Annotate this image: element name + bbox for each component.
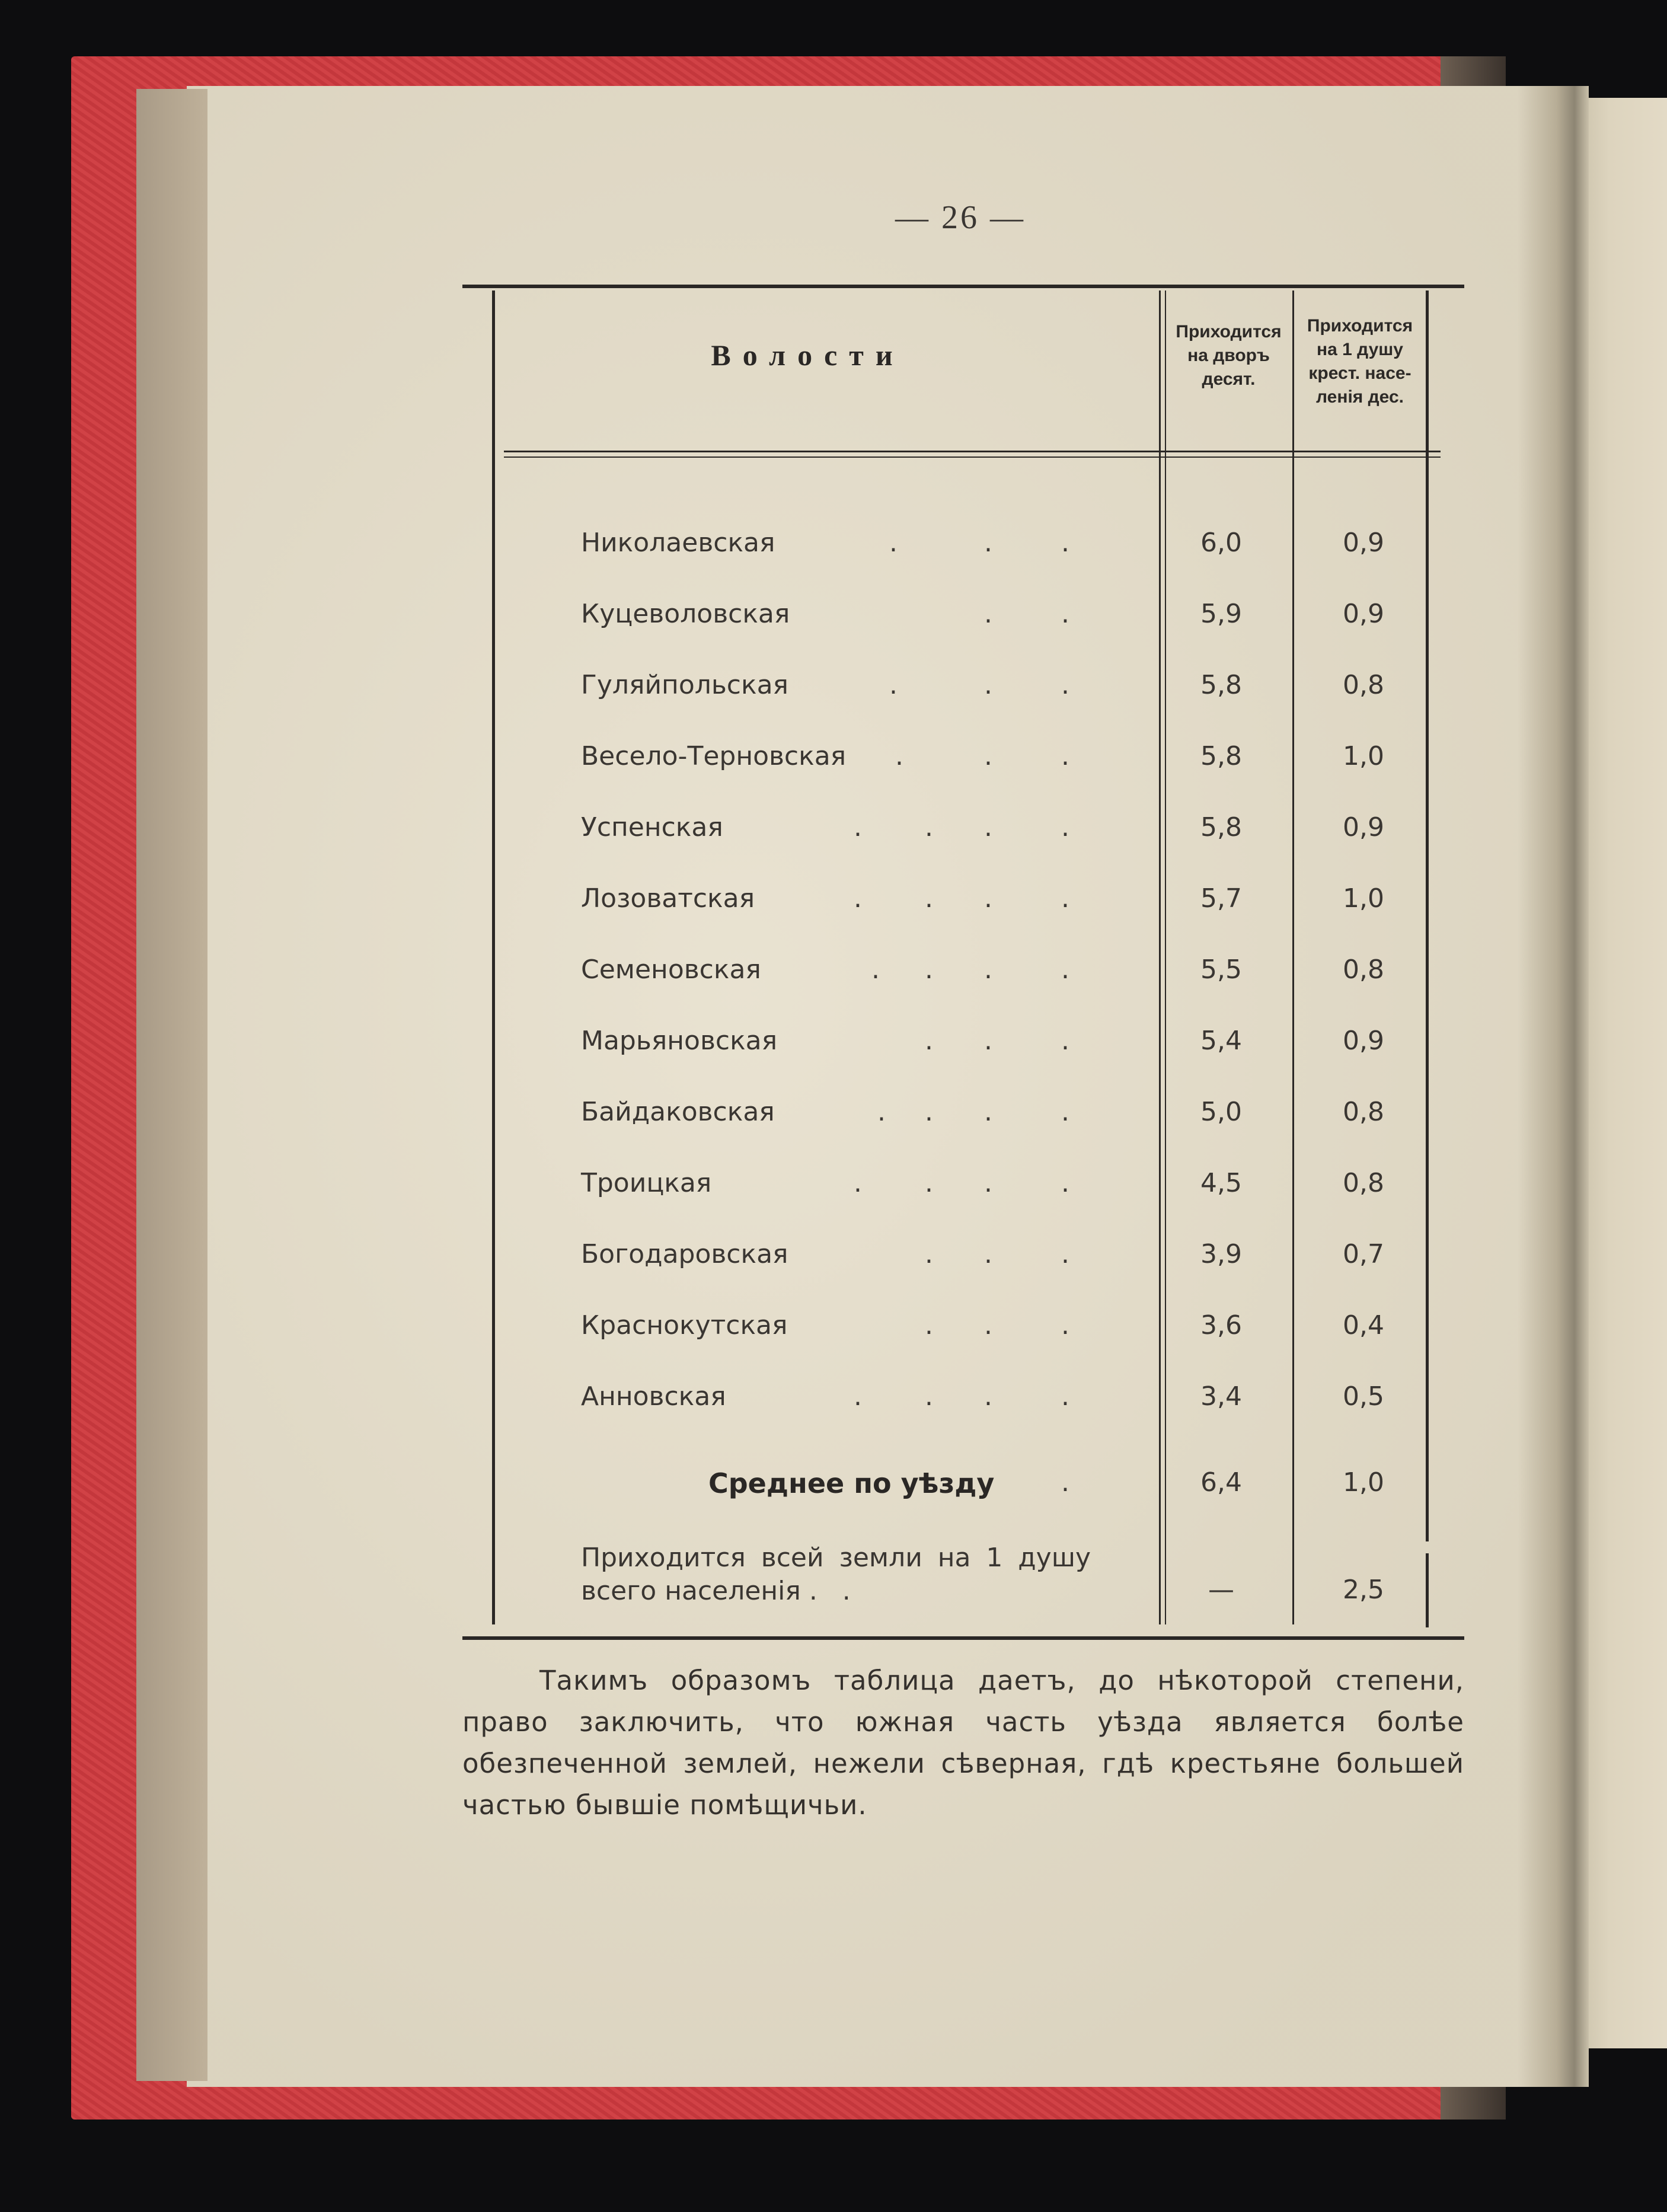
table-row: Гуляйпольская . . . 5,8 0,8 (462, 670, 1464, 717)
table-row: Краснокутская . . . 3,6 0,4 (462, 1310, 1464, 1358)
per-soul-value: 0,9 (1343, 1026, 1384, 1056)
per-household-value: 3,6 (1200, 1310, 1242, 1340)
per-soul-value: 0,7 (1343, 1239, 1384, 1269)
total-land-label: Приходится всей земли на 1 душу всего населенія . . (581, 1543, 1091, 1606)
land-allotment-table (462, 285, 1464, 1639)
page-number: — 26 — (895, 199, 1026, 236)
page-gutter (1518, 86, 1589, 2087)
per-household-value: 5,8 (1200, 670, 1242, 700)
per-household-value: 5,4 (1200, 1026, 1242, 1056)
per-household-value: 6,0 (1200, 528, 1242, 558)
total-land-row (462, 1541, 1464, 1613)
per-household-value: 5,9 (1200, 599, 1242, 629)
average-per-soul: 1,0 (1343, 1467, 1384, 1498)
volost-name: Куцеволовская (581, 599, 790, 629)
volost-name: Семеновская (581, 955, 761, 985)
per-soul-value: 1,0 (1343, 883, 1384, 914)
per-household-value: 5,8 (1200, 812, 1242, 842)
per-household-value: 5,0 (1200, 1097, 1242, 1127)
table-row: Успенская . . . . 5,8 0,9 (462, 812, 1464, 860)
volost-name: Гуляйпольская (581, 670, 789, 700)
table-row: Анновская . . . . 3,4 0,5 (462, 1381, 1464, 1429)
volost-name: Богодаровская (581, 1239, 788, 1269)
per-household-value: 4,5 (1200, 1168, 1242, 1198)
volost-name: Байдаковская (581, 1097, 775, 1127)
table-row: Троицкая . . . . 4,5 0,8 (462, 1168, 1464, 1215)
total-per-household: — (1208, 1575, 1234, 1605)
volost-name: Весело-Терновская (581, 741, 847, 771)
per-soul-value: 0,8 (1343, 955, 1384, 985)
table-row: Марьяновская . . . 5,4 0,9 (462, 1026, 1464, 1073)
per-household-value: 5,8 (1200, 741, 1242, 771)
table-top-rule (462, 285, 1464, 288)
per-soul-value: 0,5 (1343, 1381, 1384, 1412)
volost-name: Марьяновская (581, 1026, 778, 1056)
table-row: Лозоватская . . . . 5,7 1,0 (462, 883, 1464, 931)
volost-name: Успенская (581, 812, 723, 842)
table-row: Байдаковская . . . . 5,0 0,8 (462, 1097, 1464, 1144)
per-soul-value: 0,9 (1343, 528, 1384, 558)
per-soul-value: 1,0 (1343, 741, 1384, 771)
per-soul-value: 0,9 (1343, 599, 1384, 629)
header-per-soul: Приходится на 1 душу крест. насе- ленія дес. (1307, 316, 1413, 407)
total-per-soul: 2,5 (1343, 1575, 1384, 1605)
table-row: Весело-Терновская . . . 5,8 1,0 (462, 741, 1464, 789)
table-bottom-rule (462, 1636, 1464, 1640)
average-label: Среднее по уѣзду (708, 1467, 995, 1499)
header-volosti: Волости (711, 339, 905, 372)
volost-name: Краснокутская (581, 1310, 788, 1340)
per-soul-value: 0,4 (1343, 1310, 1384, 1340)
table-row: Николаевская . . . 6,0 0,9 (462, 528, 1464, 575)
per-soul-value: 0,8 (1343, 670, 1384, 700)
per-soul-value: 0,8 (1343, 1097, 1384, 1127)
per-soul-value: 0,9 (1343, 812, 1384, 842)
per-household-value: 5,7 (1200, 883, 1242, 914)
body-paragraph: Такимъ образомъ таблица даетъ, до нѣкоторой степени, право заключить, что южная часть уѣзда является болѣе обезпеченной землей, нежели сѣверная, гдѣ крестьяне большей частью бывшіе помѣщичьи. (462, 1665, 1464, 1821)
per-household-value: 3,9 (1200, 1239, 1242, 1269)
per-household-value: 3,4 (1200, 1381, 1242, 1412)
average-per-household: 6,4 (1200, 1467, 1242, 1498)
volost-name: Николаевская (581, 528, 775, 558)
header-per-household: Приходится на дворъ десят. (1176, 322, 1282, 389)
endpaper-strip (136, 89, 207, 2081)
volost-name: Троицкая (581, 1168, 712, 1198)
table-row: Семеновская . . . . 5,5 0,8 (462, 955, 1464, 1002)
volost-name: Лозоватская (581, 883, 755, 914)
table-row: Куцеволовская . . 5,9 0,9 (462, 599, 1464, 646)
average-row: Среднее по уѣзду . 6,4 1,0 (462, 1467, 1464, 1515)
volost-name: Анновская (581, 1381, 726, 1412)
header-bottom-rule-2 (504, 457, 1441, 458)
per-household-value: 5,5 (1200, 955, 1242, 985)
header-bottom-rule (504, 451, 1441, 452)
per-soul-value: 0,8 (1343, 1168, 1384, 1198)
table-row: Богодаровская . . . 3,9 0,7 (462, 1239, 1464, 1287)
